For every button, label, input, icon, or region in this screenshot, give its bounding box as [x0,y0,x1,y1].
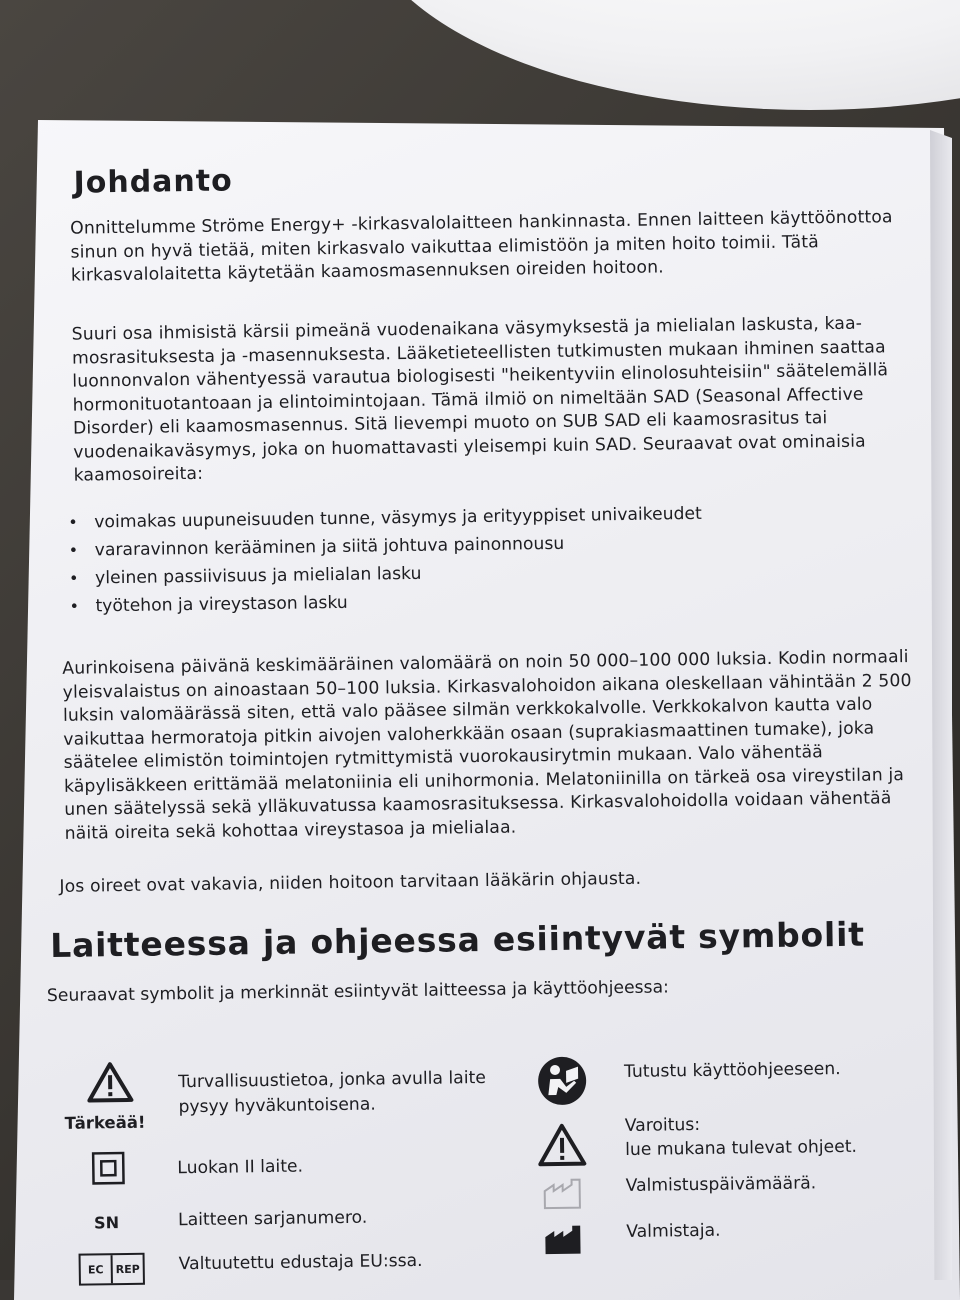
ec-rep-text: Valtuutettu edustaja EU:ssa. [178,1250,423,1275]
manufacture-date-text: Valmistuspäivämäärä. [625,1173,817,1197]
warning-text-2: lue mukana tulevat ohjeet. [624,1136,858,1161]
warning-triangle-icon [86,1061,135,1104]
manufacture-date-icon [542,1177,584,1212]
symptom-list [66,497,887,620]
read-manual-icon [536,1055,589,1108]
section-title-johdanto: Johdanto [73,163,233,201]
section-title-symbols: Laitteessa ja ohjeessa esiintyvät symbolit [49,914,866,966]
list-item: • voimakas uupuneisuuden tunne, väsymys ja erityyppiset univaikeudet [66,497,886,536]
ec-label: EC [87,1262,104,1277]
light-paragraph: Aurinkoisena päivänä keskimääräinen valomäärä on noin 50 000–100 000 luksia. Kodin normaali yleisvalaistus on ainoastaan 50–100 luksia. Kirkasvalohoidon aikana oleskellaan vähintään 2 500 luksin valomäärässä siten, että valo pääsee silmän verkkokalvolle. Verkkokalvon kautta valo vaikuttaa hermoratoja pitkin aivojen valoherkkään osaan (suprakiasmaattinen tumake), joka säätelee elimistön toimintojen rytmittymistä vuorokausirytmin mukaan. Valo vähentää käpylisäkkeen erittämää melatoniinia eli unihormonia. Melatoniinilla on tärkeä osa vireystilan ja unen säätelyssä sekä ylläkuvatussa kaamosrasituksessa. Kirkasvalohoidolla voidaan vähentää näitä oireita sekä kohottaa vireystasoa ja mielialaa. [62,647,912,844]
bullet-icon: • [68,512,78,532]
serial-number-text: Laitteen sarjanumero. [177,1207,368,1231]
read-manual-text: Tutustu käyttöohjeeseen. [623,1059,841,1083]
list-item: • vararavinnon kerääminen ja siitä johtuva painonnousu [67,525,887,564]
bullet-icon: • [68,568,79,588]
sad-paragraph: Suuri osa ihmisistä kärsii pimeänä vuodenaikana väsymyksestä ja mielialan laskusta, kaamosrasituksesta ja -masennuksesta. Lääketieteellisten tutkimusten mukaan ihminen saattaa luonnonvalon vähentyessä varautua biologisesti "heikentyviin elinolosuhteisiin" säätelemällä hormonituotantoaan ja elintoimintojaan. Tämä ilmiö on nimeltään SAD (Seasonal Affective Disorder) eli kaamosmasennus. Sitä lievempi muoto on SUB SAD eli kaamosrasitus tai vuodenaikaväsymys, joka on huomattavasti yleisempi kuin SAD. Seuraavat ovat ominaisia kaamosoireita: [71,313,889,486]
manufacturer-icon [542,1223,584,1258]
manufacturer-text: Valmistaja. [626,1220,721,1243]
bullet-icon: • [69,596,80,616]
list-item: • työtehon ja vireystason lasku [67,581,887,620]
symbols-intro: Seuraavat symbolit ja merkinnät esiintyvät laitteessa ja käyttöohjeessa: [46,977,669,1007]
bullet-icon: • [68,540,79,560]
doctor-paragraph: Jos oireet ovat vakavia, niiden hoitoon tarvitaan lääkärin ohjausta. [59,868,642,897]
important-label: Tärkeää! [64,1112,146,1133]
intro-paragraph: Onnittelumme Ströme Energy+ -kirkasvalolaitteen hankinnasta. Ennen laitteen käyttöönottoa sinun on hyvä tietää, miten kirkasvalo vaikuttaa elimistöön ja miten hoito toimii. Tätä kirkasvalolaitetta käytetään kaamosmasennuksen oireiden hoitoon. [70,207,893,286]
warning-text-1: Varoitus: [624,1114,701,1137]
important-text: Turvallisuustietoa, jonka avulla laite pysyy hyväkuntoisena. [178,1067,487,1118]
class-two-text: Luokan II laite. [177,1156,304,1179]
ec-rep-icon [79,1253,145,1286]
class-two-icon [91,1151,125,1185]
caution-triangle-icon [537,1123,588,1168]
list-item: • yleinen passiivisuus ja mielialan lasku [67,553,887,592]
serial-number-label: SN [93,1213,120,1233]
rep-label: REP [111,1255,143,1283]
